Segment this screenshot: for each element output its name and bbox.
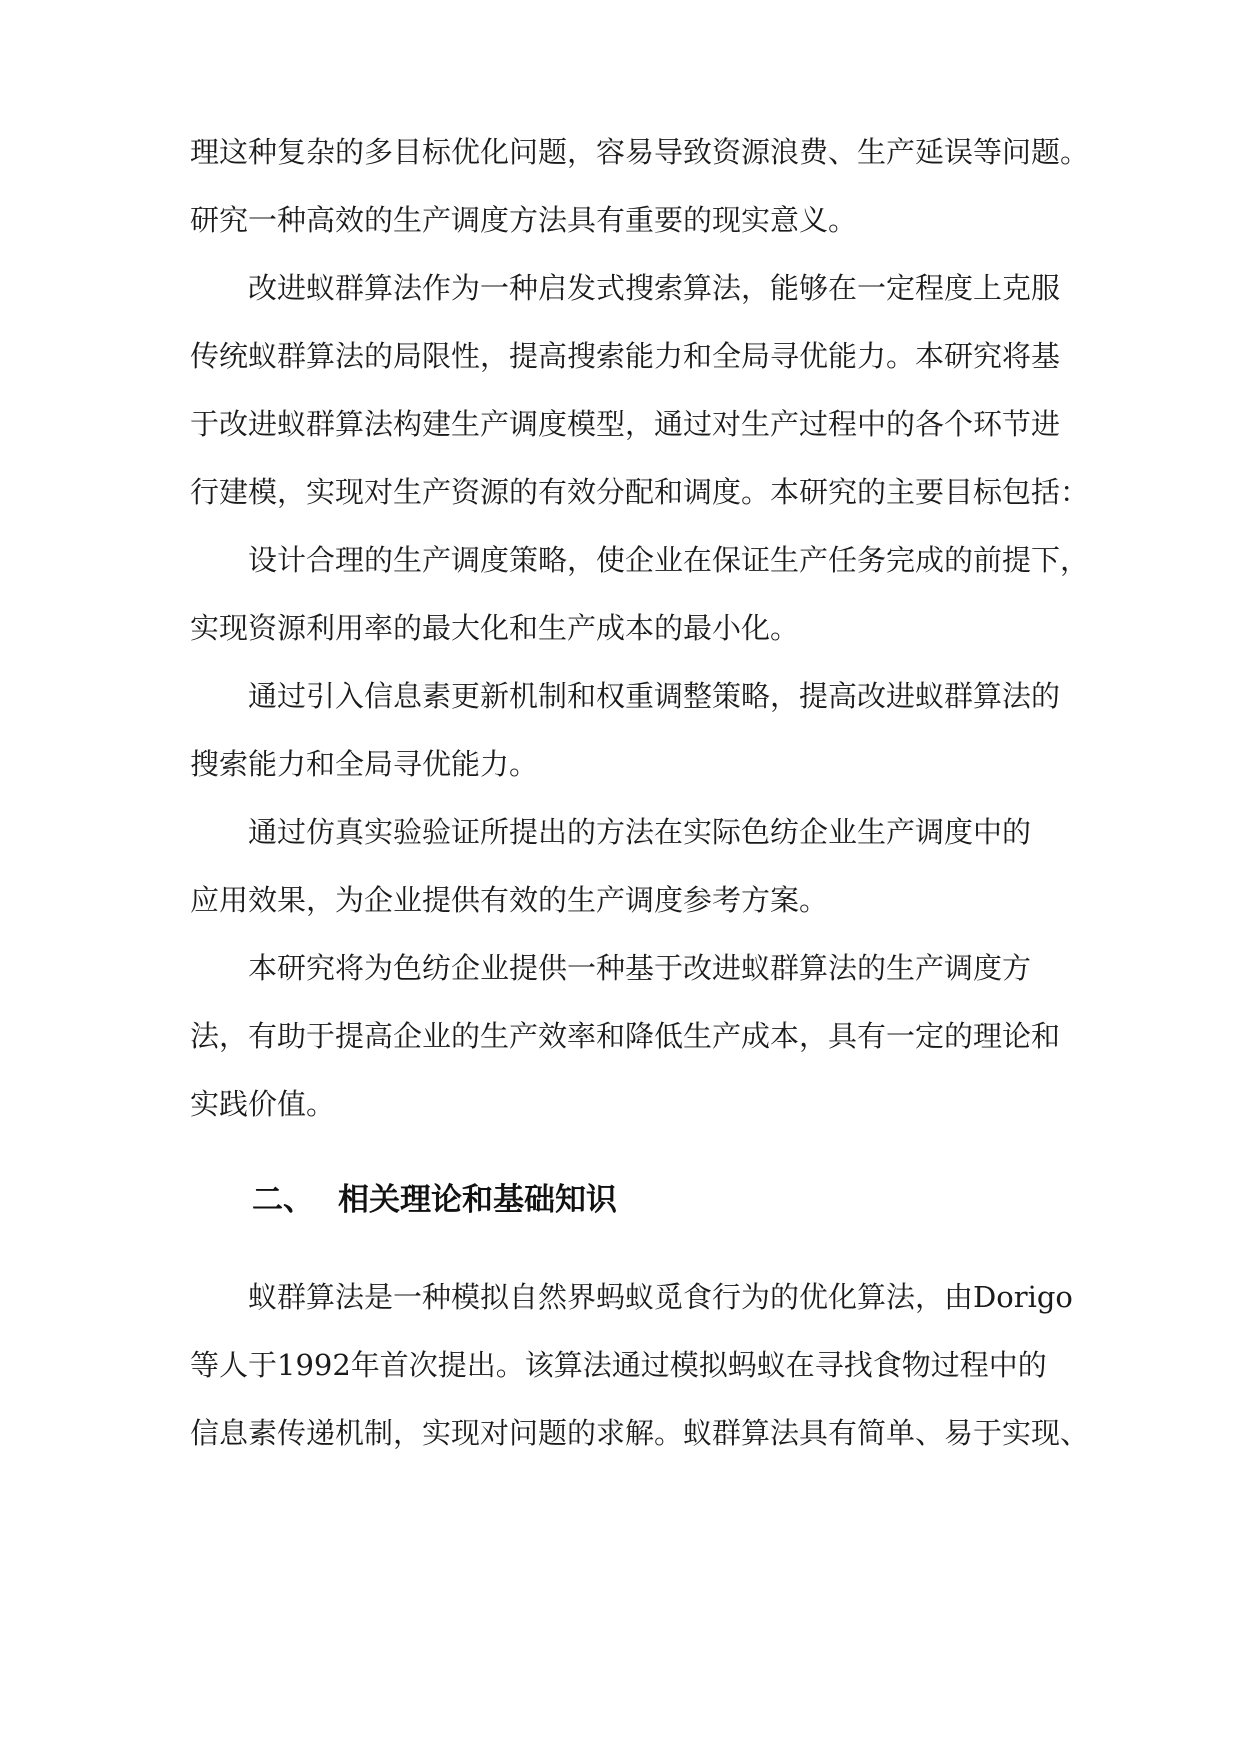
text-line: 通过仿真实验验证所提出的方法在实际色纺企业生产调度中的 [248,815,1032,849]
text-line: 蚁群算法是一种模拟自然界蚂蚁觅食行为的优化算法，由Dorigo [248,1280,1073,1314]
text-line: 实践价值。 [190,1087,336,1121]
text-line: 行建模，实现对生产资源的有效分配和调度。本研究的主要目标包括： [190,475,1090,509]
text-line: 应用效果，为企业提供有效的生产调度参考方案。 [190,883,829,917]
section-number: 二、 [252,1182,314,1218]
text-line: 等人于1992年首次提出。该算法通过模拟蚂蚁在寻找食物过程中的 [190,1348,1047,1382]
text-line: 改进蚁群算法作为一种启发式搜索算法，能够在一定程度上克服 [248,271,1061,305]
text-line: 传统蚁群算法的局限性，提高搜索能力和全局寻优能力。本研究将基 [190,339,1061,373]
text-line: 信息素传递机制，实现对问题的求解。蚁群算法具有简单、易于实现、 [190,1416,1090,1450]
text-line: 研究一种高效的生产调度方法具有重要的现实意义。 [190,203,858,237]
text-line: 法，有助于提高企业的生产效率和降低生产成本，具有一定的理论和 [190,1019,1061,1053]
text-line: 于改进蚁群算法构建生产调度模型，通过对生产过程中的各个环节进 [190,407,1061,441]
text-line: 本研究将为色纺企业提供一种基于改进蚁群算法的生产调度方 [248,951,1032,985]
text-line: 搜索能力和全局寻优能力。 [190,747,539,781]
section-heading [252,1177,617,1223]
text-line: 理这种复杂的多目标优化问题，容易导致资源浪费、生产延误等问题。 [190,135,1090,169]
text-line: 通过引入信息素更新机制和权重调整策略，提高改进蚁群算法的 [248,679,1061,713]
section-title: 相关理论和基础知识 [338,1182,617,1218]
text-line: 实现资源利用率的最大化和生产成本的最小化。 [190,611,800,645]
text-line: 设计合理的生产调度策略，使企业在保证生产任务完成的前提下， [248,543,1090,577]
